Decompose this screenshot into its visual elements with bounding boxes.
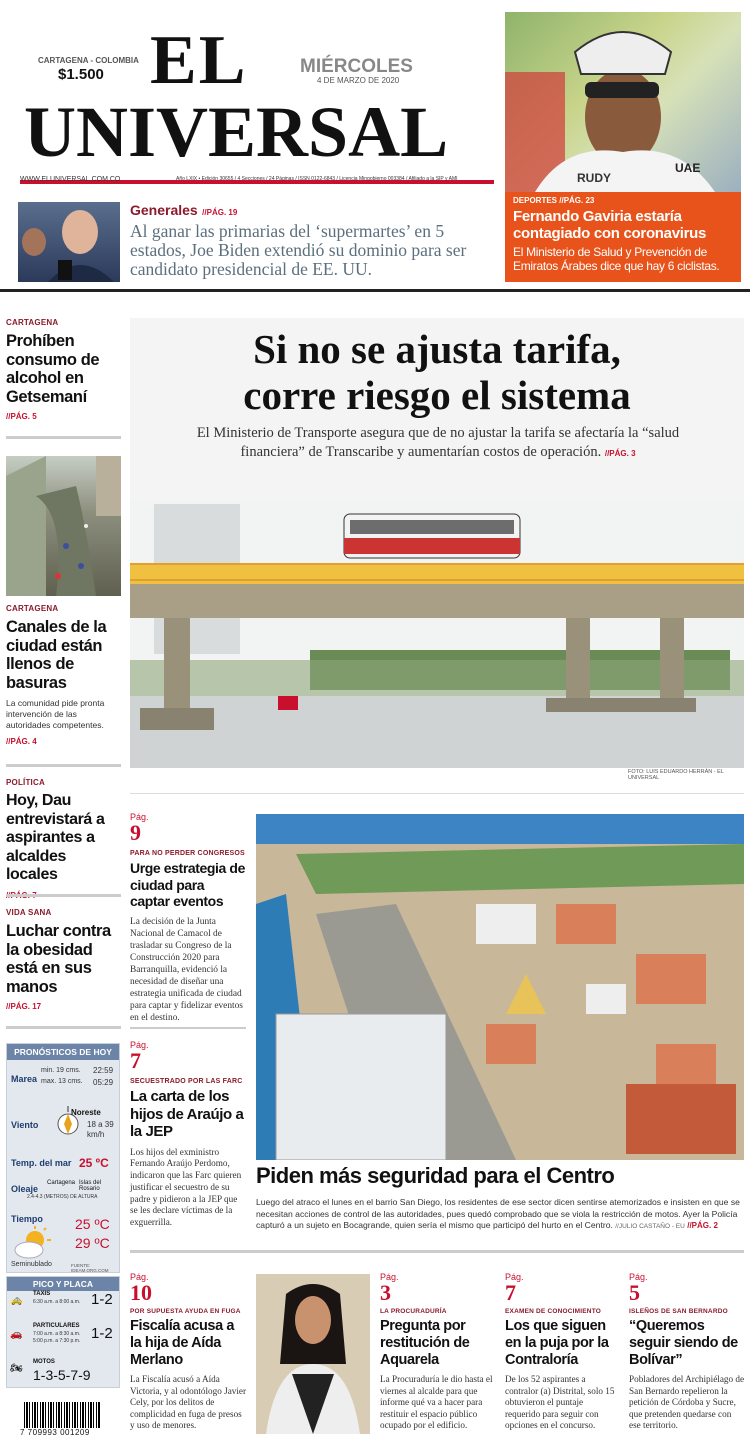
b2-headline[interactable]: Pregunta por restitución de Aquarela <box>380 1318 470 1368</box>
lead-headline-line1[interactable]: Si no se ajusta tarifa, <box>253 326 621 372</box>
bottom-story-1 <box>130 1272 248 1432</box>
gaviria-box[interactable] <box>505 192 741 282</box>
masthead-edition-info: Año LXIX • Edición 30655 / 4 Secciones / 24 Páginas / ISSN 0122-6843 / Licencia Mingobierno 003384 / Afiliado a la SIP y AMI <box>176 176 458 182</box>
b1-kicker: POR SUPUESTA AYUDA EN FUGA <box>130 1308 241 1315</box>
sidebar-2 <box>6 604 121 746</box>
story-7a-headline[interactable]: La carta de los hijos de Araújo a la JEP <box>130 1088 244 1140</box>
story-9-kicker: PARA NO PERDER CONGRESOS <box>130 850 245 857</box>
centro-credit: //JULIO CASTAÑO - EU <box>615 1223 685 1230</box>
centro-headline[interactable]: Piden más seguridad para el Centro <box>256 1163 615 1188</box>
masthead <box>0 0 750 292</box>
sidebar-4 <box>6 908 121 1011</box>
b2-body: La Procuraduría le dio hasta el viernes al alcalde para que informe qué va a hacer para restituir el espacio público ocupado por el edificio. <box>380 1374 493 1430</box>
masthead-city: CARTAGENA - COLOMBIA <box>38 56 139 65</box>
b2-pag-num: 3 <box>380 1280 391 1305</box>
b1-pag-num: 10 <box>130 1280 152 1305</box>
weather-box <box>6 1043 120 1273</box>
cyclist-illustration <box>505 12 741 192</box>
middle-top-rule <box>130 793 744 794</box>
b1-body: La Fiscalía acusó a Aída Victoria, y al odontólogo Javier Cely, por los delitos de complicidad en fuga de presos y uso de menores. <box>130 1374 247 1430</box>
gaviria-photo <box>505 12 741 192</box>
sidebar-divider-2 <box>6 764 121 767</box>
woman-illustration <box>256 1274 370 1434</box>
b4-body: Pobladores del Archipiélago de San Bernardo repelieron la petición de Córdoba y Sucre, que pretenden quedarse con ese territorio. <box>629 1374 745 1430</box>
biden-illustration <box>18 202 120 282</box>
sidebar-4-headline[interactable]: Luchar contra la obesidad está en sus manos <box>6 922 111 996</box>
tiempo-label: Tiempo <box>11 1214 43 1224</box>
story-7a-body: Los hijos del exministro Fernando Araújo Perdomo, indicaron que las Farc quieren justificar el secuestro de su padre y pidieron a la JEP que se les declare víctimas de la exguerrilla. <box>130 1146 242 1228</box>
viento-label: Viento <box>11 1120 39 1130</box>
biden-teaser[interactable] <box>130 202 496 279</box>
lead-photo-credit: FOTO: LUIS EDUARDO HERRÁN - EL UNIVERSAL <box>628 769 724 781</box>
marea-label: Marea <box>11 1074 38 1084</box>
tiempo-temp2: 29 ºC <box>75 1235 110 1251</box>
marea-min-time: 22:59 <box>93 1066 114 1075</box>
temp-mar-value: 25 ºC <box>79 1156 109 1170</box>
particulares-time1: 7:00 a.m. a 8:30 a.m. <box>33 1331 81 1337</box>
sidebar-3 <box>6 778 121 900</box>
story-9-body: La decisión de la Junta Nacional de Camacol de trasladar su Congreso de la Construcción 2020 para Barranquilla, evidenció la necesidad de diseñar una estrategia unificada de ciudad para captar y fidelizar eventos en el destino. <box>130 916 243 1023</box>
b4-pag-label: Pág. <box>629 1272 648 1282</box>
oleaje-value: 2.4-4.3 (METROS) DE ALTURA <box>27 1194 98 1200</box>
sidebar-4-section: VIDA SANA <box>6 908 52 917</box>
oleaje-place2: Islas del Rosario <box>79 1180 102 1192</box>
temp-mar-label: Temp. del mar <box>11 1158 72 1168</box>
pico-placa-box <box>6 1276 120 1388</box>
b4-headline[interactable]: “Queremos seguir siendo de Bolívar” <box>629 1318 738 1368</box>
centro-body-wrap <box>256 1197 744 1233</box>
centro-aerial-illustration <box>256 814 744 1160</box>
sidebar-1-page: //PÁG. 5 <box>6 412 37 421</box>
story-7a-pag-num: 7 <box>130 1048 141 1073</box>
lead-summary-text: El Ministerio de Transporte asegura que de no ajustar la tarifa se afectaría la “salud financiera” de Transcaribe y aumentarían costos de operación. <box>196 425 680 460</box>
centro-body: Luego del atraco el lunes en el barrio San Diego, los residentes de ese sector dicen sentirse atemorizados e insisten en que se necesitan acciones de control de las autoridades, pues quedó comprobado que se viola la restricción de motos. Ayer la Policía capturó a un sujeto en Bocagrande, quien sería el mismo que participó del hurto en el Centro. <box>256 1197 740 1230</box>
b1-pag-label: Pág. <box>130 1272 149 1282</box>
b3-pag-num: 7 <box>505 1280 516 1305</box>
partly-cloudy-icon <box>13 1226 53 1260</box>
centro-page: //PÁG. 2 <box>687 1221 718 1230</box>
story-9 <box>130 812 246 1024</box>
oleaje-label: Oleaje <box>11 1184 39 1194</box>
gaviria-section: DEPORTES <box>513 196 558 205</box>
sidebar-3-section: POLÍTICA <box>6 778 45 787</box>
oleaje-place1: Cartagena <box>47 1180 76 1186</box>
particulares-digits: 1-2 <box>91 1325 113 1342</box>
biden-photo <box>18 202 120 282</box>
gaviria-page: //PÁG. 23 <box>559 196 595 205</box>
sidebar-1-section: CARTAGENA <box>6 318 59 327</box>
sidebar-divider-1 <box>6 436 121 439</box>
tiempo-temp1: 25 ºC <box>75 1216 110 1232</box>
taxis-time: 6:30 a.m. a 8:00 a.m. <box>33 1299 81 1305</box>
lead-page: //PÁG. 3 <box>604 449 636 458</box>
barcode <box>24 1402 100 1428</box>
sidebar-divider-3 <box>6 894 121 897</box>
masthead-day: MIÉRCOLES <box>300 56 413 77</box>
b2-kicker: LA PROCURADURÍA <box>380 1308 447 1315</box>
story-9-pag-num: 9 <box>130 820 141 845</box>
sidebar <box>6 318 121 421</box>
viento-dir: Noreste <box>71 1108 101 1117</box>
bottom-story-4 <box>629 1272 745 1432</box>
taxis-label: TAXIS <box>33 1291 51 1297</box>
b3-body: De los 52 aspirantes a contralor (a) Distrital, solo 15 obtuvieron el puntaje requerido para seguir con opciones en el concurso. <box>505 1374 615 1430</box>
weather-credit: FUENTE: IDEAM.ORG.COM <box>71 1263 109 1273</box>
barcode-number: 7 709993 001209 <box>20 1428 90 1437</box>
tiempo-desc: Seminublado <box>11 1261 52 1268</box>
sidebar-1-headline[interactable]: Prohíben consumo de alcohol en Getsemaní <box>6 332 100 406</box>
b3-kicker: EXAMEN DE CONOCIMIENTO <box>505 1308 602 1315</box>
b1-headline[interactable]: Fiscalía acusa a la hija de Aída Merlano <box>130 1318 235 1368</box>
story-7a <box>130 1040 246 1229</box>
bottom-story-3 <box>505 1272 619 1432</box>
biden-page: //PÁG. 19 <box>202 208 238 217</box>
sidebar-2-summary: La comunidad pide pronta intervención de las autoridades competentes. <box>6 698 105 730</box>
bridge-illustration <box>130 500 744 768</box>
story-7a-pag-label: Pág. <box>130 1040 149 1050</box>
pico-placa-title: PICO Y PLACA <box>7 1277 119 1291</box>
car-icon: 🚗 <box>10 1329 23 1340</box>
weather-title: PRONÓSTICOS DE HOY <box>7 1044 119 1060</box>
sidebar-2-headline[interactable]: Canales de la ciudad están llenos de basuras <box>6 618 107 692</box>
lead-headline-line2[interactable]: corre riesgo el sistema <box>243 372 631 418</box>
sidebar-2-page: //PÁG. 4 <box>6 737 37 746</box>
bottom-story-2 <box>380 1272 496 1432</box>
bottom-top-rule <box>130 1250 744 1253</box>
masthead-date: 4 DE MARZO DE 2020 <box>317 76 400 85</box>
motos-label: MOTOS <box>33 1359 55 1365</box>
masthead-price: $1.500 <box>58 66 104 83</box>
story-7a-kicker: SECUESTRADO POR LAS FARC <box>130 1078 243 1085</box>
logo-line1: EL <box>150 22 248 99</box>
b3-headline[interactable]: Los que siguen en la puja por la Contraloría <box>505 1318 609 1368</box>
b3-pag-label: Pág. <box>505 1272 524 1282</box>
svg-text:RUDY: RUDY <box>577 171 612 185</box>
biden-headline: Al ganar las primarias del ‘supermartes’ en 5 estados, Joe Biden extendió su dominio para ser candidato presidencial de EE. UU. <box>130 221 467 279</box>
b2-pag-label: Pág. <box>380 1272 399 1282</box>
gaviria-headline: Fernando Gaviria estaría contagiado con coronavirus <box>513 208 707 242</box>
logo-line2: UNIVERSAL <box>24 92 449 172</box>
motos-digits: 1-3-5-7-9 <box>33 1367 91 1383</box>
b4-kicker: ISLEÑOS DE SAN BERNARDO <box>629 1308 728 1315</box>
taxi-icon: 🚕 <box>10 1295 23 1306</box>
story-9-headline[interactable]: Urge estrategia de ciudad para captar eventos <box>130 860 245 909</box>
lead-summary <box>186 424 690 463</box>
story-9-pag-label: Pág. <box>130 812 149 822</box>
story-9-divider <box>130 1027 246 1029</box>
canal-illustration <box>6 456 121 596</box>
centro-photo <box>256 814 744 1160</box>
particulares-time2: 5:00 p.m. a 7:30 p.m. <box>33 1338 81 1344</box>
bridge-photo <box>130 500 744 768</box>
sidebar-2-section: CARTAGENA <box>6 604 59 613</box>
biden-section: Generales <box>130 202 198 218</box>
canal-photo <box>6 456 121 596</box>
particulares-label: PARTICULARES <box>33 1323 80 1329</box>
aida-photo <box>256 1274 370 1434</box>
sidebar-4-page: //PÁG. 17 <box>6 1002 42 1011</box>
gaviria-summary: El Ministerio de Salud y Prevención de Emiratos Árabes dice que hay 6 ciclistas. <box>513 245 720 273</box>
sidebar-divider-4 <box>6 1026 121 1029</box>
svg-text:UAE: UAE <box>675 161 701 175</box>
marea-max-time: 05:29 <box>93 1078 114 1087</box>
masthead-website[interactable]: WWW.ELUNIVERSAL.COM.CO <box>20 176 121 183</box>
b4-pag-num: 5 <box>629 1280 640 1305</box>
sidebar-3-headline[interactable]: Hoy, Dau entrevistará a aspirantes a alcaldes locales <box>6 792 105 883</box>
marea-min: min. 19 cms. <box>41 1067 81 1074</box>
viento-speed: 18 a 39 km/h <box>87 1120 114 1139</box>
moto-icon: 🏍 <box>10 1363 23 1374</box>
taxis-digits: 1-2 <box>91 1291 113 1308</box>
marea-max: max. 13 cms. <box>41 1078 83 1085</box>
